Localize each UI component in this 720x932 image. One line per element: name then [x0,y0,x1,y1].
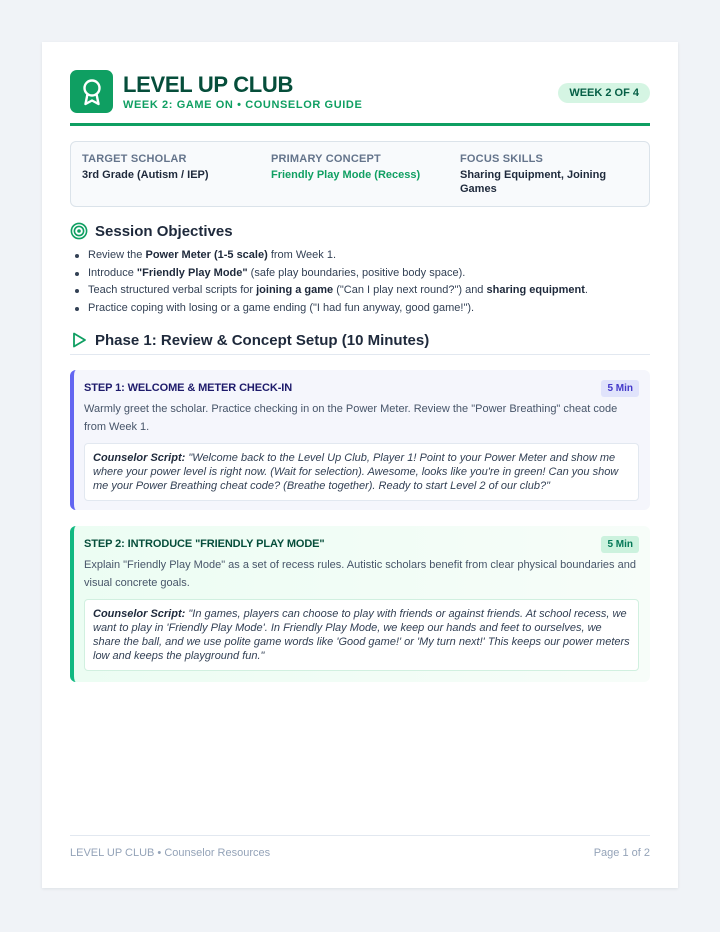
objectives-heading [70,220,650,242]
skills-label: FOCUS SKILLS [460,153,544,165]
list-item: Practice coping with losing or a game ending ("I had fun anyway, good game!"). [88,300,648,318]
target-icon [70,222,88,240]
phase-title: Phase 1: Review & Concept Setup (10 Minutes) [95,331,430,349]
target-label: TARGET SCHOLAR [82,153,187,165]
footer-brand: LEVEL UP CLUB • Counselor Resources [70,847,271,859]
step-title: STEP 1: WELCOME & METER CHECK-IN [84,382,293,394]
objectives-list [88,247,648,317]
header-divider [70,123,650,126]
info-box [70,141,650,207]
target-value: 3rd Grade (Autism / IEP) [82,169,209,181]
counselor-script: Counselor Script: "Welcome back to the Level Up Club, Player 1! Point to your Power Meter and show me where your power level is right now. (Wait for selection). Awesome, looks like you're in green! Can you show me your Power Breathing cheat code? (Breathe together). Ready to start Level 2 of our club?" [84,443,639,501]
list-item: Teach structured verbal scripts for joining a game ("Can I play next round?") and sharing equipment. [88,282,648,300]
step-card-1 [70,370,650,510]
step-description: Warmly greet the scholar. Practice checking in on the Power Meter. Review the "Power Breathing" cheat code from Week 1. [84,403,618,433]
counselor-script: Counselor Script: "In games, players can choose to play with friends or against friends. At school recess, we want to play in 'Friendly Play Mode'. In Friendly Play Mode, we keep our hands and feet to ourselves, we share the ball, and we use polite game words like 'Good game!' or 'My turn next!' This keeps our power meters low and keeps the playground fun." [84,599,639,671]
award-ribbon-icon [70,70,113,113]
list-item: Review the Power Meter (1-5 scale) from Week 1. [88,247,648,265]
page-number: Page 1 of 2 [593,847,650,859]
step-description: Explain "Friendly Play Mode" as a set of recess rules. Autistic scholars benefit from clear physical boundaries and visual concrete goals. [84,559,636,589]
step-card-2 [70,526,650,682]
week-badge: WEEK 2 OF 4 [558,83,650,103]
objectives-title: Session Objectives [95,222,233,240]
duration-badge: 5 Min [601,536,639,553]
page-subtitle: WEEK 2: GAME ON • COUNSELOR GUIDE [123,99,363,111]
phase-divider [70,354,650,355]
skills-value: Sharing Equipment, Joining Games [460,169,607,195]
duration-badge: 5 Min [601,380,639,397]
info-target [82,153,262,182]
concept-value: Friendly Play Mode (Recess) [271,169,421,181]
concept-label: PRIMARY CONCEPT [271,153,381,165]
header [70,70,650,126]
phase-heading [70,329,650,351]
info-concept [271,153,451,182]
list-item: Introduce "Friendly Play Mode" (safe play boundaries, positive body space). [88,265,648,283]
info-skills [460,153,625,196]
document-page [42,42,678,888]
page-title: LEVEL UP CLUB [123,72,294,97]
step-title: STEP 2: INTRODUCE "FRIENDLY PLAY MODE" [84,538,325,550]
play-icon [70,331,88,349]
footer-divider [70,835,650,836]
